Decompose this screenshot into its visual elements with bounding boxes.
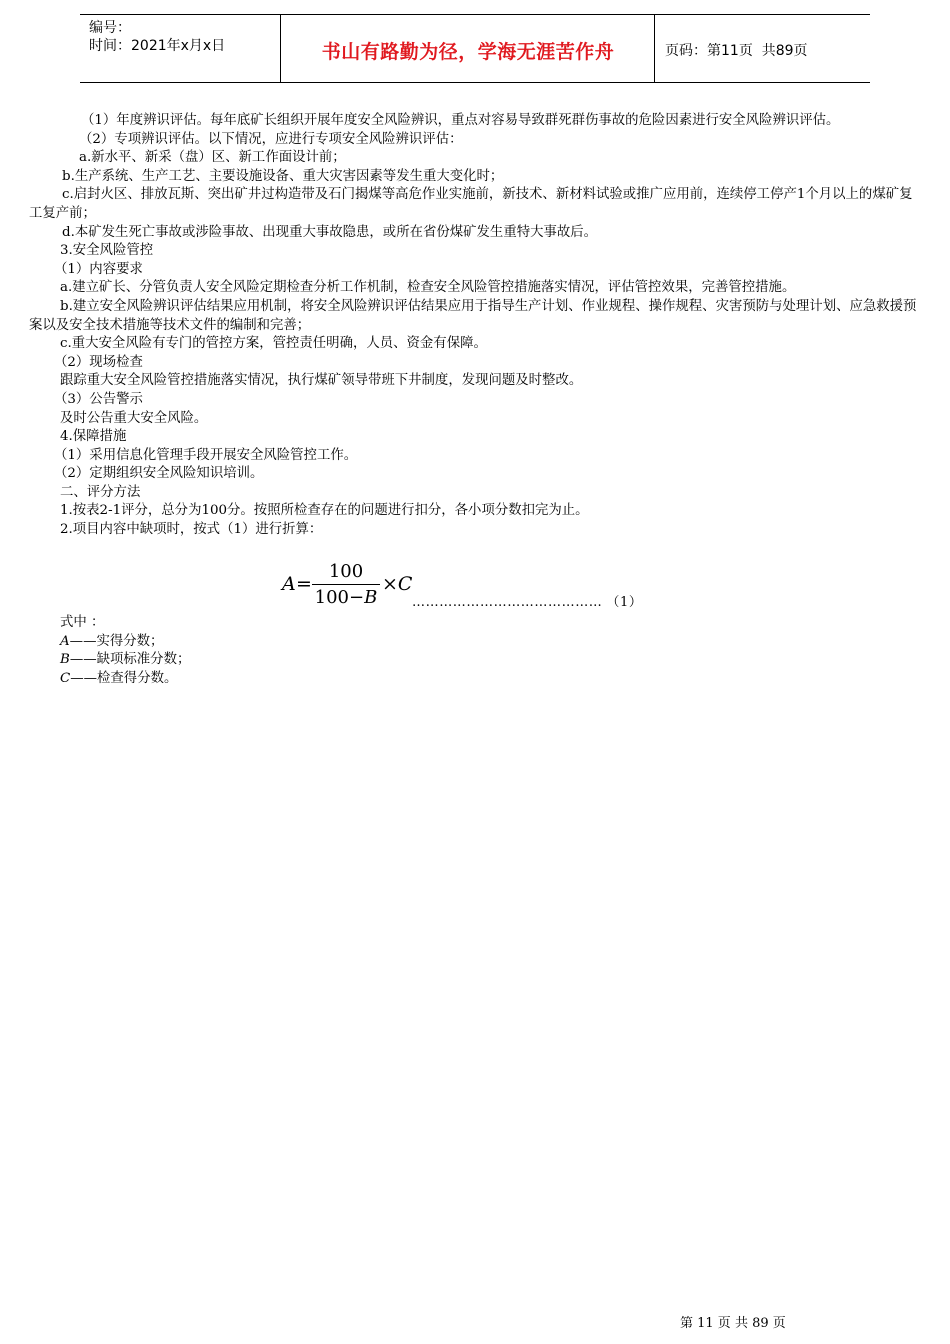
legend-item-c: C——检查得分数。 [60, 670, 178, 686]
page-header [80, 14, 870, 83]
control-item-c: c.重大安全风险有专门的管控方案，管控责任明确，人员、资金有保障。 [60, 336, 487, 352]
paragraph-annual-assessment: （1）年度辨识评估。每年底矿长组织开展年度安全风险辨识，重点对容易导致群死群伤事故的危险因素进行安全风险辨识评估。 [81, 113, 840, 128]
section-heading-scoring: 二、评分方法 [60, 484, 141, 500]
page-footer: 第 11 页 共 89 页 [680, 1316, 786, 1331]
control-item-b: b.建立安全风险辨识评估结果应用机制，将安全风险辨识评估结果应用于指导生产计划、作业规程、操作规程、灾害预防与处理计划、应急救援预案以及安全技术措施等技术文件的编制和完善； [29, 298, 917, 333]
announcement-text: 及时公告重大安全风险。 [60, 410, 208, 426]
section-heading-3: 3.安全风险管控 [60, 243, 154, 259]
scoring-item-2: 2.项目内容中缺项时，按式（1）进行折算： [60, 522, 323, 538]
guarantee-item-2: （2）定期组织安全风险知识培训。 [54, 466, 264, 482]
subheading-content-requirements: （1）内容要求 [54, 261, 143, 277]
subheading-site-check: （2）现场检查 [54, 354, 143, 370]
scoring-item-1: 1.按表2-1评分，总分为100分。按照所检查存在的问题进行扣分，各小项分数扣完为止。 [60, 503, 589, 519]
list-item-a: a.新水平、新采（盘）区、新工作面设计前； [79, 150, 346, 166]
header-page-label: 页码：第11页 共89页 [665, 42, 808, 59]
paragraph-special-assessment: （2）专项辨识评估。以下情况，应进行专项安全风险辨识评估： [79, 131, 463, 147]
legend-intro: 式中 ： [60, 615, 105, 630]
subheading-announcement: （3）公告警示 [54, 391, 143, 407]
list-item-d: d.本矿发生死亡事故或涉险事故、出现重大事故隐患，或所在省份煤矿发生重特大事故后。 [62, 224, 598, 240]
formula-fraction [312, 561, 380, 609]
header-time-label: 时间：2021年x月x日 [89, 38, 226, 54]
control-item-a: a.建立矿长、分管负责人安全风险定期检查分析工作机制，检查安全风险管控措施落实情况，评估管控效果，完善管控措施。 [60, 280, 796, 296]
formula-denominator: 100−B [314, 587, 378, 608]
legend-item-a: A——实得分数； [60, 633, 164, 649]
legend-item-b: B——缺项标准分数； [60, 652, 191, 668]
fraction-bar [312, 584, 380, 585]
header-number-label: 编号： [89, 20, 131, 36]
formula-lhs: A [282, 573, 296, 595]
guarantee-item-1: （1）采用信息化管理手段开展安全风险管控工作。 [54, 447, 358, 463]
document-body [29, 112, 923, 540]
formula-legend [60, 614, 190, 688]
formula-equals: = [296, 573, 312, 595]
section-heading-4: 4.保障措施 [60, 429, 127, 445]
formula-number: （1） [606, 595, 643, 610]
scoring-formula [282, 561, 682, 615]
list-item-b: b.生产系统、生产工艺、主要设施设备、重大灾害因素等发生重大变化时； [62, 168, 504, 184]
formula-leader-dots: …………………………………… （1） [412, 595, 643, 610]
header-motto: 书山有路勤为径，学海无涯苦作舟 [282, 15, 655, 82]
formula-numerator: 100 [328, 561, 364, 582]
site-check-text: 跟踪重大安全风险管控措施落实情况，执行煤矿领导带班下井制度，发现问题及时整改。 [60, 373, 583, 389]
list-item-c: c.启封火区、排放瓦斯、突出矿井过构造带及石门揭煤等高危作业实施前，新技术、新材料试验或推广应用前，连续停工停产1个月以上的煤矿复工复产前； [29, 187, 913, 221]
formula-times: ×C [382, 573, 413, 595]
header-meta [80, 15, 281, 82]
